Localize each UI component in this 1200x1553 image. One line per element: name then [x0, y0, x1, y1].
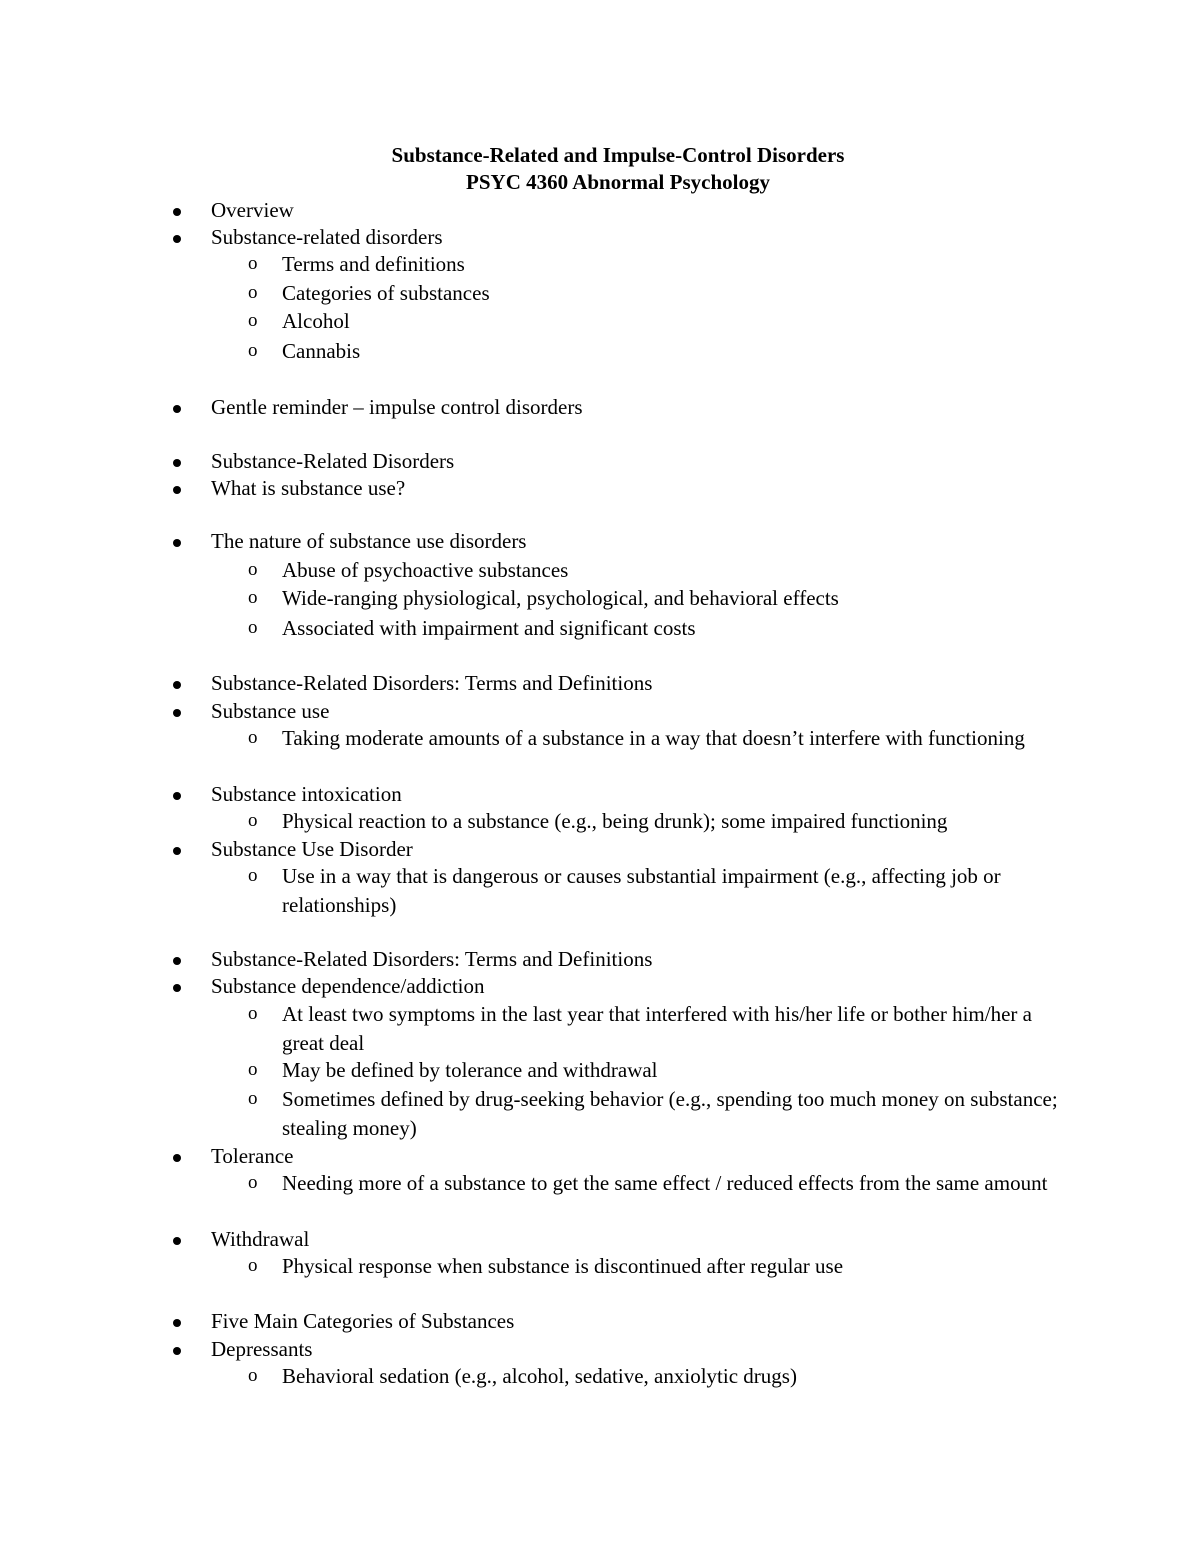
sub-bullet-text: Alcohol	[282, 309, 350, 333]
bullet-item	[211, 1335, 1071, 1363]
sub-bullet-text: May be defined by tolerance and withdrawal	[282, 1058, 658, 1082]
bullet-icon	[173, 792, 181, 800]
sub-bullet-text: Cannabis	[282, 339, 361, 363]
bullet-item	[211, 697, 1071, 725]
bullet-text: Substance Use Disorder	[211, 837, 413, 861]
sub-bullet-text: Physical response when substance is discontinued after regular use	[282, 1254, 844, 1278]
sub-bullet-text: Associated with impairment and significant costs	[282, 616, 696, 640]
sub-bullet-item	[248, 1362, 1062, 1391]
sub-bullet-text: Categories of substances	[282, 281, 490, 305]
bullet-icon	[173, 847, 181, 855]
sub-bullet-text: Behavioral sedation (e.g., alcohol, sedative, anxiolytic drugs)	[282, 1364, 797, 1388]
bullet-text: Substance-Related Disorders: Terms and Definitions	[211, 947, 653, 971]
bullet-item	[211, 223, 1071, 251]
bullet-item	[211, 835, 1071, 863]
sub-bullet-text: Physical reaction to a substance (e.g., being drunk); some impaired functioning	[282, 809, 948, 833]
circle-bullet-icon: o	[248, 340, 258, 361]
bullet-icon	[173, 208, 181, 216]
bullet-text: Gentle reminder – impulse control disorders	[211, 395, 583, 419]
circle-bullet-icon: o	[248, 1365, 258, 1386]
bullet-icon	[173, 235, 181, 243]
bullet-item	[211, 527, 1071, 555]
bullet-item	[211, 1225, 1071, 1253]
bullet-text: Depressants	[211, 1337, 313, 1361]
circle-bullet-icon: o	[248, 587, 258, 608]
sub-bullet-text: Needing more of a substance to get the same effect / reduced effects from the same amount	[282, 1171, 1048, 1195]
bullet-item	[211, 945, 1071, 973]
bullet-item	[211, 780, 1071, 808]
bullet-text: Tolerance	[211, 1144, 294, 1168]
sub-bullet-text: Wide-ranging physiological, psychological, and behavioral effects	[282, 586, 839, 610]
circle-bullet-icon: o	[248, 1255, 258, 1276]
sub-bullet-text: Abuse of psychoactive substances	[282, 558, 569, 582]
sub-bullet-text: Use in a way that is dangerous or causes substantial impairment (e.g., affecting job or relationships)	[282, 864, 1001, 917]
bullet-icon	[173, 1347, 181, 1355]
bullet-text: What is substance use?	[211, 476, 406, 500]
bullet-icon	[173, 984, 181, 992]
bullet-text: The nature of substance use disorders	[211, 529, 527, 553]
sub-bullet-item	[248, 556, 1062, 585]
circle-bullet-icon: o	[248, 1172, 258, 1193]
sub-bullet-text: Terms and definitions	[282, 252, 465, 276]
sub-bullet-text: Sometimes defined by drug-seeking behavior (e.g., spending too much money on substance; stealing money)	[282, 1087, 1058, 1140]
sub-bullet-text: At least two symptoms in the last year that interfered with his/her life or bother him/her a great deal	[282, 1002, 1032, 1055]
bullet-text: Substance-Related Disorders: Terms and Definitions	[211, 671, 653, 695]
bullet-icon	[173, 1154, 181, 1162]
bullet-text: Five Main Categories of Substances	[211, 1309, 515, 1333]
bullet-text: Substance dependence/addiction	[211, 974, 485, 998]
sub-bullet-item	[248, 1000, 1062, 1057]
document-title	[0, 142, 1200, 196]
bullet-item	[211, 669, 1071, 697]
sub-bullet-item	[248, 279, 1062, 308]
circle-bullet-icon: o	[248, 1059, 258, 1080]
sub-bullet-item	[248, 1085, 1062, 1142]
circle-bullet-icon: o	[248, 617, 258, 638]
sub-bullet-item	[248, 1169, 1062, 1198]
bullet-item	[211, 196, 1071, 224]
bullet-item	[211, 1307, 1071, 1335]
sub-bullet-item	[248, 337, 1062, 366]
bullet-text: Withdrawal	[211, 1227, 310, 1251]
sub-bullet-item	[248, 250, 1062, 279]
sub-bullet-item	[248, 1252, 1062, 1281]
circle-bullet-icon: o	[248, 559, 258, 580]
circle-bullet-icon: o	[248, 865, 258, 886]
circle-bullet-icon: o	[248, 1088, 258, 1109]
sub-bullet-item	[248, 614, 1062, 643]
title-line-2: PSYC 4360 Abnormal Psychology	[466, 170, 770, 194]
bullet-icon	[173, 486, 181, 494]
bullet-item	[211, 474, 1071, 502]
bullet-item	[211, 1142, 1071, 1170]
bullet-item	[211, 972, 1071, 1000]
bullet-text: Substance-Related Disorders	[211, 449, 455, 473]
circle-bullet-icon: o	[248, 253, 258, 274]
bullet-item	[211, 393, 1071, 421]
bullet-icon	[173, 1319, 181, 1327]
circle-bullet-icon: o	[248, 727, 258, 748]
sub-bullet-item	[248, 1056, 1062, 1085]
bullet-icon	[173, 539, 181, 547]
bullet-icon	[173, 957, 181, 965]
circle-bullet-icon: o	[248, 810, 258, 831]
bullet-icon	[173, 405, 181, 413]
bullet-item	[211, 447, 1071, 475]
circle-bullet-icon: o	[248, 310, 258, 331]
bullet-icon	[173, 459, 181, 467]
bullet-icon	[173, 709, 181, 717]
circle-bullet-icon: o	[248, 1003, 258, 1024]
sub-bullet-item	[248, 862, 1062, 919]
sub-bullet-item	[248, 584, 1062, 613]
bullet-text: Substance-related disorders	[211, 225, 443, 249]
bullet-icon	[173, 1237, 181, 1245]
sub-bullet-text: Taking moderate amounts of a substance in a way that doesn’t interfere with functioning	[282, 726, 1025, 750]
sub-bullet-item	[248, 807, 1062, 836]
bullet-text: Substance intoxication	[211, 782, 402, 806]
bullet-text: Substance use	[211, 699, 330, 723]
sub-bullet-item	[248, 307, 1062, 336]
bullet-text: Overview	[211, 198, 294, 222]
title-line-1: Substance-Related and Impulse-Control Disorders	[391, 143, 845, 167]
circle-bullet-icon: o	[248, 282, 258, 303]
bullet-icon	[173, 681, 181, 689]
sub-bullet-item	[248, 724, 1062, 753]
